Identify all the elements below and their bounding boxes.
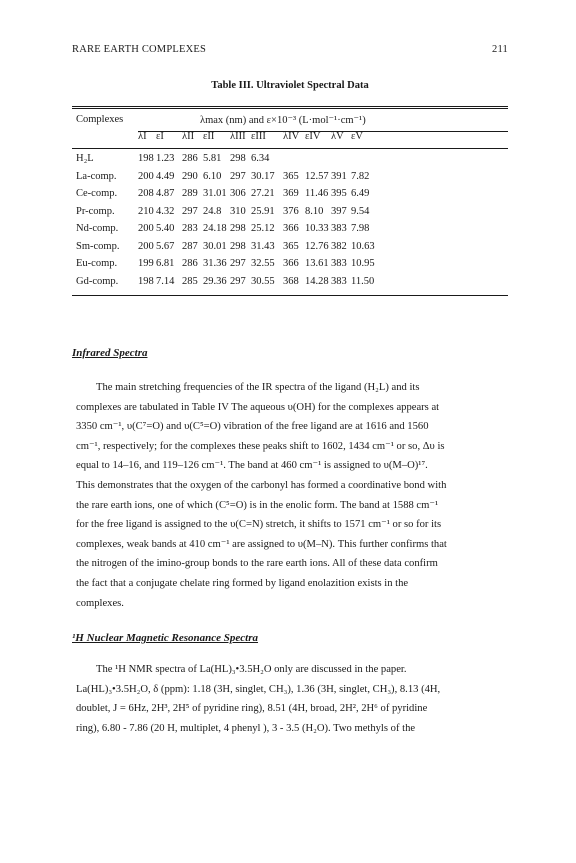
table-cell: 383 xyxy=(331,223,347,234)
table-sub-header: λII xyxy=(182,131,195,142)
table-cell: 5.40 xyxy=(156,223,175,234)
table-cell: 365 xyxy=(283,170,299,182)
table-cell: 13.61 xyxy=(305,258,329,269)
table-cell: 200 xyxy=(138,223,154,234)
table-cell: 25.12 xyxy=(251,223,275,234)
table-cell: 32.55 xyxy=(251,258,275,269)
table-cell: 200 xyxy=(138,170,154,182)
table-cell: 6.34 xyxy=(251,153,270,164)
table-cell: 11.50 xyxy=(351,275,375,287)
table-cell: 198 xyxy=(138,153,154,164)
row-label: H₂L xyxy=(76,153,94,164)
table-cell: 29.36 xyxy=(203,275,227,287)
running-head-title: RARE EARTH COMPLEXES xyxy=(72,44,207,55)
table-cell: 366 xyxy=(283,223,299,234)
row-label: Ce-comp. xyxy=(76,188,118,199)
table-sub-header: εIV xyxy=(305,131,321,142)
table-cell: 297 xyxy=(230,275,246,287)
table-cell: 391 xyxy=(331,170,347,182)
table-cell: 31.43 xyxy=(251,240,275,252)
text-line: complexes, weak bands at 410 cm⁻¹ are assigned to υ(M–N). This further confirms that xyxy=(76,538,447,550)
table-group-header: λmax (nm) and ε×10⁻³ (L·mol⁻¹·cm⁻¹) xyxy=(200,115,366,126)
row-label: Nd-comp. xyxy=(76,223,119,234)
table-title: Table III. Ultraviolet Spectral Data xyxy=(211,80,369,91)
table-sub-header: λV xyxy=(331,131,344,142)
row-label: Eu-comp. xyxy=(76,258,118,269)
table-cell: 6.49 xyxy=(351,188,370,199)
table-cell: 286 xyxy=(182,258,198,269)
table-sub-header: λI xyxy=(138,131,147,142)
table-cell: 298 xyxy=(230,153,246,164)
table-top-rule xyxy=(72,106,508,107)
table-cell: 210 xyxy=(138,205,154,217)
table-cell: 199 xyxy=(138,258,154,269)
table-cell: 30.55 xyxy=(251,275,275,287)
table-cell: 5.67 xyxy=(156,240,175,252)
text-line: the fact that a conjugate chelate ring formed by ligand enolazition exists in the xyxy=(76,577,409,589)
table-cell: 383 xyxy=(331,275,347,287)
table-cell: 12.57 xyxy=(305,170,329,182)
sub-header-rule xyxy=(72,148,508,149)
table-cell: 289 xyxy=(182,188,198,199)
table-cell: 368 xyxy=(283,275,299,287)
text-line: La(HL)₃•3.5H₂O, δ (ppm): 1.18 (3H, singlet, CH₃), 1.36 (3H, singlet, CH₃), 8.13 (4H, xyxy=(76,683,441,695)
text-line: The ¹H NMR spectra of La(HL)₃•3.5H₂O only are discussed in the paper. xyxy=(96,664,407,675)
text-line: 3350 cm⁻¹, υ(C⁷=O) and υ(C⁵=O) vibration of the free ligand are at 1616 and 1560 xyxy=(76,421,429,433)
table-sub-header: λIII xyxy=(230,131,246,142)
table-cell: 297 xyxy=(230,258,246,269)
table-cell: 24.18 xyxy=(203,223,227,234)
page-number: 211 xyxy=(492,44,508,55)
table-cell: 27.21 xyxy=(251,188,275,199)
table-cell: 31.36 xyxy=(203,258,227,269)
table-cell: 8.10 xyxy=(305,205,324,217)
table-cell: 382 xyxy=(331,240,347,252)
table-cell: 285 xyxy=(182,275,198,287)
table-cell: 297 xyxy=(230,170,246,182)
table-cell: 7.82 xyxy=(351,170,370,182)
table-cell: 14.28 xyxy=(305,275,329,287)
row-label: Sm-comp. xyxy=(76,240,120,252)
text-line: the nitrogen of the imino-group bonds to the rare earth ions. All of these data confirm xyxy=(76,558,438,570)
text-line: complexes are tabulated in Table IV The aqueous υ(OH) for the complexes appears at xyxy=(76,401,440,413)
table-cell: 10.63 xyxy=(351,240,375,252)
table-cell: 283 xyxy=(182,223,198,234)
table-cell: 6.81 xyxy=(156,258,175,269)
table-cell: 298 xyxy=(230,223,246,234)
row-label: Pr-comp. xyxy=(76,205,115,217)
table-cell: 383 xyxy=(331,258,347,269)
table-cell: 365 xyxy=(283,240,299,252)
text-line: the rare earth ions, one of which (C⁵=O) is in the enolic form. The band at 1588 cm⁻¹ xyxy=(76,499,439,511)
text-line: equal to 14–16, and 119–126 cm⁻¹. The band at 460 cm⁻¹ is assigned to υ(M–O)¹⁷. xyxy=(76,460,428,472)
table-cell: 30.17 xyxy=(251,170,275,182)
table-cell: 7.14 xyxy=(156,275,175,287)
table-cell: 9.54 xyxy=(351,205,370,217)
table-cell: 5.81 xyxy=(203,153,222,164)
table-cell: 200 xyxy=(138,240,154,252)
table-col-header: Complexes xyxy=(76,114,124,125)
table-sub-header: λIV xyxy=(283,131,300,142)
table-cell: 4.87 xyxy=(156,188,175,199)
table-sub-header: εI xyxy=(156,131,164,142)
text-line: for the free ligand is assigned to the υ(C=N) stretch, it shifts to 1571 cm⁻¹ or so for its xyxy=(76,519,442,531)
table-cell: 297 xyxy=(182,205,198,217)
table-cell: 395 xyxy=(331,188,347,199)
table-cell: 298 xyxy=(230,240,246,252)
nmr-section-heading: ¹H Nuclear Magnetic Resonance Spectra xyxy=(72,632,259,644)
table-cell: 286 xyxy=(182,153,198,164)
table-cell: 25.91 xyxy=(251,205,275,217)
table-cell: 366 xyxy=(283,258,299,269)
table-sub-header: εV xyxy=(351,131,363,142)
table-sub-header: εIII xyxy=(251,131,266,142)
text-line: complexes. xyxy=(76,597,124,609)
table-sub-header: εII xyxy=(203,131,215,142)
text-line: This demonstrates that the oxygen of the carbonyl has formed a coordinative bond with xyxy=(76,479,447,491)
table-cell: 31.01 xyxy=(203,188,227,199)
table-cell: 397 xyxy=(331,205,347,217)
table-cell: 24.8 xyxy=(203,205,222,217)
table-cell: 10.33 xyxy=(305,223,329,234)
nmr-paragraph xyxy=(76,660,508,738)
ir-paragraph xyxy=(76,378,508,613)
table-cell: 7.98 xyxy=(351,223,370,234)
table-cell: 310 xyxy=(230,205,246,217)
table-cell: 4.32 xyxy=(156,205,175,217)
table-cell: 208 xyxy=(138,188,154,199)
table-bottom-rule xyxy=(72,295,508,296)
text-line: The main stretching frequencies of the IR spectra of the ligand (H₂L) and its xyxy=(96,382,420,393)
table-cell: 12.76 xyxy=(305,240,329,252)
table-cell: 10.95 xyxy=(351,258,375,269)
table-top-rule-2 xyxy=(72,108,508,109)
row-label: La-comp. xyxy=(76,170,117,182)
text-line: ring), 6.80 - 7.86 (20 H, multiplet, 4 phenyl ), 3 - 3.5 (H₂O). Two methyls of the xyxy=(76,722,416,734)
table-cell: 1.23 xyxy=(156,153,175,164)
table-cell: 306 xyxy=(230,188,246,199)
table-cell: 11.46 xyxy=(305,188,329,199)
table-cell: 4.49 xyxy=(156,170,175,182)
table-cell: 198 xyxy=(138,275,154,287)
row-label: Gd-comp. xyxy=(76,275,119,287)
text-line: doublet, J = 6Hz, 2H³, 2H⁵ of pyridine ring), 8.51 (4H, broad, 2H², 2H⁶ of pyridine xyxy=(76,703,428,715)
text-line: cm⁻¹, respectively; for the complexes these peaks shift to 1602, 1434 cm⁻¹ or so, Δυ is xyxy=(76,440,445,452)
ir-section-heading: Infrared Spectra xyxy=(72,347,148,359)
table-cell: 287 xyxy=(182,240,198,252)
table-cell: 30.01 xyxy=(203,240,227,252)
table-cell: 376 xyxy=(283,205,299,217)
table-cell: 369 xyxy=(283,188,299,199)
table-cell: 6.10 xyxy=(203,170,222,182)
table-cell: 290 xyxy=(182,170,198,182)
